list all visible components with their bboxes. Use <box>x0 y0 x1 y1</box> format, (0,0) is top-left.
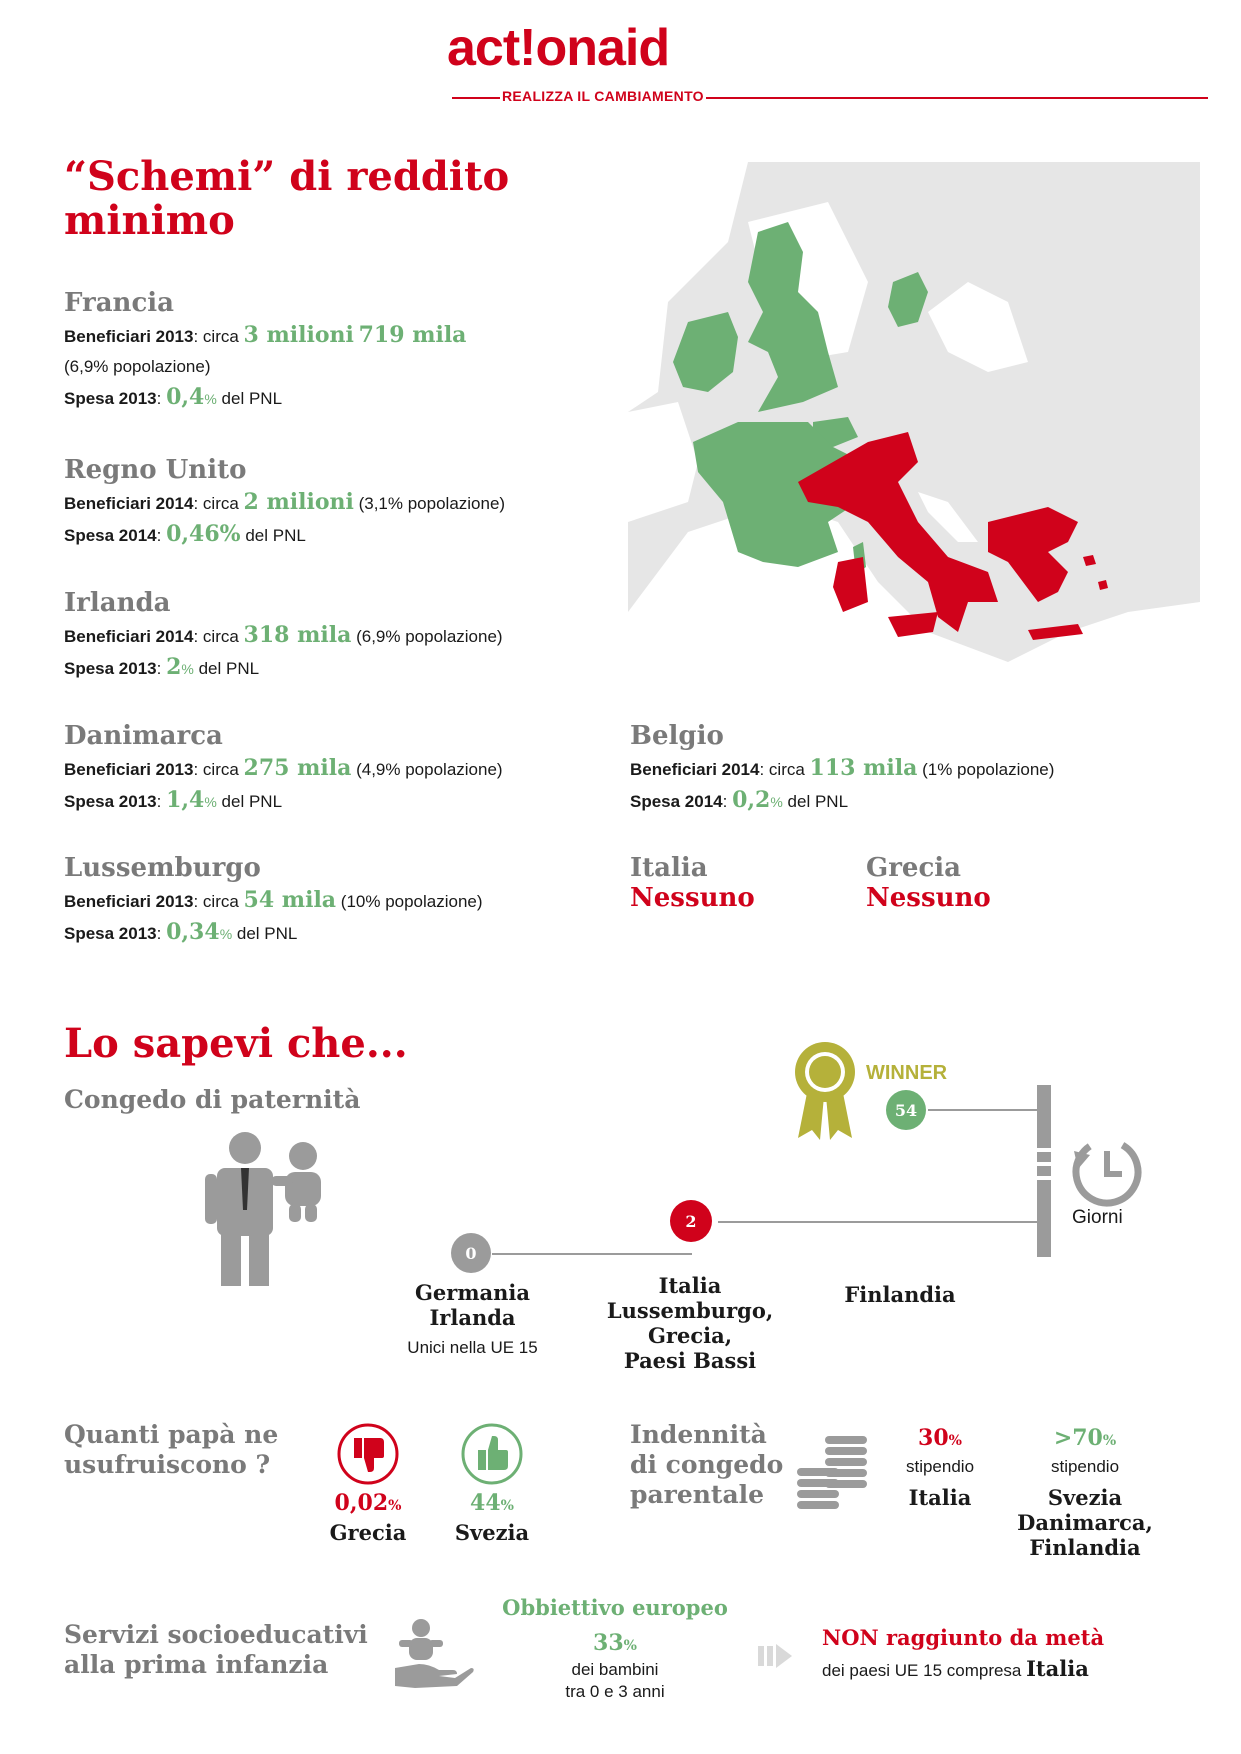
childcare-result: NON raggiunto da metà dei paesi UE 15 compresa Italia <box>822 1625 1105 1681</box>
country-block-belgio <box>630 721 1054 817</box>
coins-icon <box>795 1430 870 1510</box>
axis-tick-3 <box>1037 1176 1051 1180</box>
country-name: Francia <box>64 288 175 318</box>
scheme-value: Nessuno <box>866 883 991 913</box>
spending-line: Spesa 2013: 0,4% del PNL <box>64 384 283 410</box>
thumbs-down-icon <box>336 1422 400 1486</box>
country-name: Irlanda <box>64 588 171 618</box>
timeline-line-2-axis <box>718 1221 1038 1223</box>
beneficiaries-population: (6,9% popolazione) <box>64 357 211 376</box>
country-block-italia <box>630 853 755 913</box>
country-block-lussemburgo <box>64 853 483 949</box>
days-axis <box>1037 1085 1051 1257</box>
country-name: Grecia <box>866 853 961 883</box>
spending-line: Spesa 2013: 1,4% del PNL <box>64 787 283 813</box>
country-block-francia <box>64 288 466 414</box>
baby-in-hand-icon <box>395 1618 475 1690</box>
beneficiaries-line: Beneficiari 2014: circa 2 milioni (3,1% popolazione) <box>64 489 506 515</box>
spending-line: Spesa 2013: 0,34% del PNL <box>64 919 298 945</box>
dads-item-grecia: 0,02% Grecia <box>329 1490 407 1545</box>
facts-title: Lo sapevi che... <box>64 1020 408 1067</box>
paternity-note: Unici nella UE 15 <box>407 1338 538 1357</box>
country-block-regno-unito <box>64 455 505 551</box>
axis-tick-2 <box>1037 1162 1051 1166</box>
allowance-item-nordics: >70% stipendio Svezia Danimarca, Finlandia <box>1017 1425 1153 1560</box>
days-unit-label: Giorni <box>1072 1207 1123 1228</box>
father-child-icon <box>205 1128 335 1288</box>
dads-question: Quanti papà ne usufruiscono ? <box>64 1420 279 1479</box>
allowance-item-italia: 30% stipendio Italia <box>905 1425 975 1510</box>
value-circle-54: 54 <box>886 1090 926 1130</box>
dads-item-svezia: 44% Svezia <box>454 1490 530 1545</box>
spending-line: Spesa 2014: 0,2% del PNL <box>630 787 849 813</box>
beneficiaries-line: Beneficiari 2014: circa 318 mila (6,9% popolazione) <box>64 622 503 648</box>
thumbs-up-icon <box>460 1422 524 1486</box>
value-circle-0: 0 <box>451 1233 491 1273</box>
scheme-value: Nessuno <box>630 883 755 913</box>
paternity-countries-2: Italia Lussemburgo, Grecia, Paesi Bassi <box>606 1273 774 1373</box>
actionaid-logo: act!onaid <box>447 19 670 77</box>
beneficiaries-line: Beneficiari 2013: circa 54 mila (10% popolazione) <box>64 887 483 913</box>
paternity-countries-0: Germania Irlanda Unici nella UE 15 <box>380 1280 565 1358</box>
country-block-grecia <box>866 853 991 913</box>
beneficiaries-line: Beneficiari 2013: circa 275 mila (4,9% popolazione) <box>64 755 503 781</box>
schemes-title: “Schemi” di reddito minimo <box>64 153 510 244</box>
clock-icon <box>1070 1135 1144 1209</box>
timeline-line-0-2 <box>492 1253 692 1255</box>
paternity-countries-54: Finlandia <box>844 1282 956 1307</box>
country-name: Danimarca <box>64 721 223 751</box>
tagline: REALIZZA IL CAMBIAMENTO <box>502 88 704 104</box>
spending-line: Spesa 2013: 2% del PNL <box>64 654 260 680</box>
timeline-line-54-axis <box>928 1109 1038 1111</box>
country-name: Regno Unito <box>64 455 247 485</box>
europe-map <box>628 162 1200 692</box>
country-name: Belgio <box>630 721 724 751</box>
country-block-irlanda <box>64 588 503 684</box>
value-circle-2: 2 <box>670 1200 712 1242</box>
paternity-title: Congedo di paternità <box>64 1085 361 1114</box>
country-name: Italia <box>630 853 708 883</box>
winner-ribbon-icon <box>790 1040 860 1140</box>
spending-line: Spesa 2014: 0,46% del PNL <box>64 521 306 547</box>
country-block-danimarca <box>64 721 503 817</box>
childcare-title: Servizi socioeducativi alla prima infanzia <box>64 1620 368 1679</box>
axis-tick-1 <box>1037 1148 1051 1152</box>
childcare-goal: Obbiettivo europeo 33% dei bambini tra 0 e 3 anni <box>502 1595 728 1701</box>
double-chevron-icon <box>758 1642 794 1670</box>
beneficiaries-line: Beneficiari 2013: circa 3 milioni 719 mila <box>64 322 467 348</box>
allowance-title: Indennità di congedo parentale <box>630 1420 784 1509</box>
beneficiaries-line: Beneficiari 2014: circa 113 mila (1% popolazione) <box>630 755 1055 781</box>
winner-label: WINNER <box>866 1062 948 1084</box>
country-name: Lussemburgo <box>64 853 261 883</box>
